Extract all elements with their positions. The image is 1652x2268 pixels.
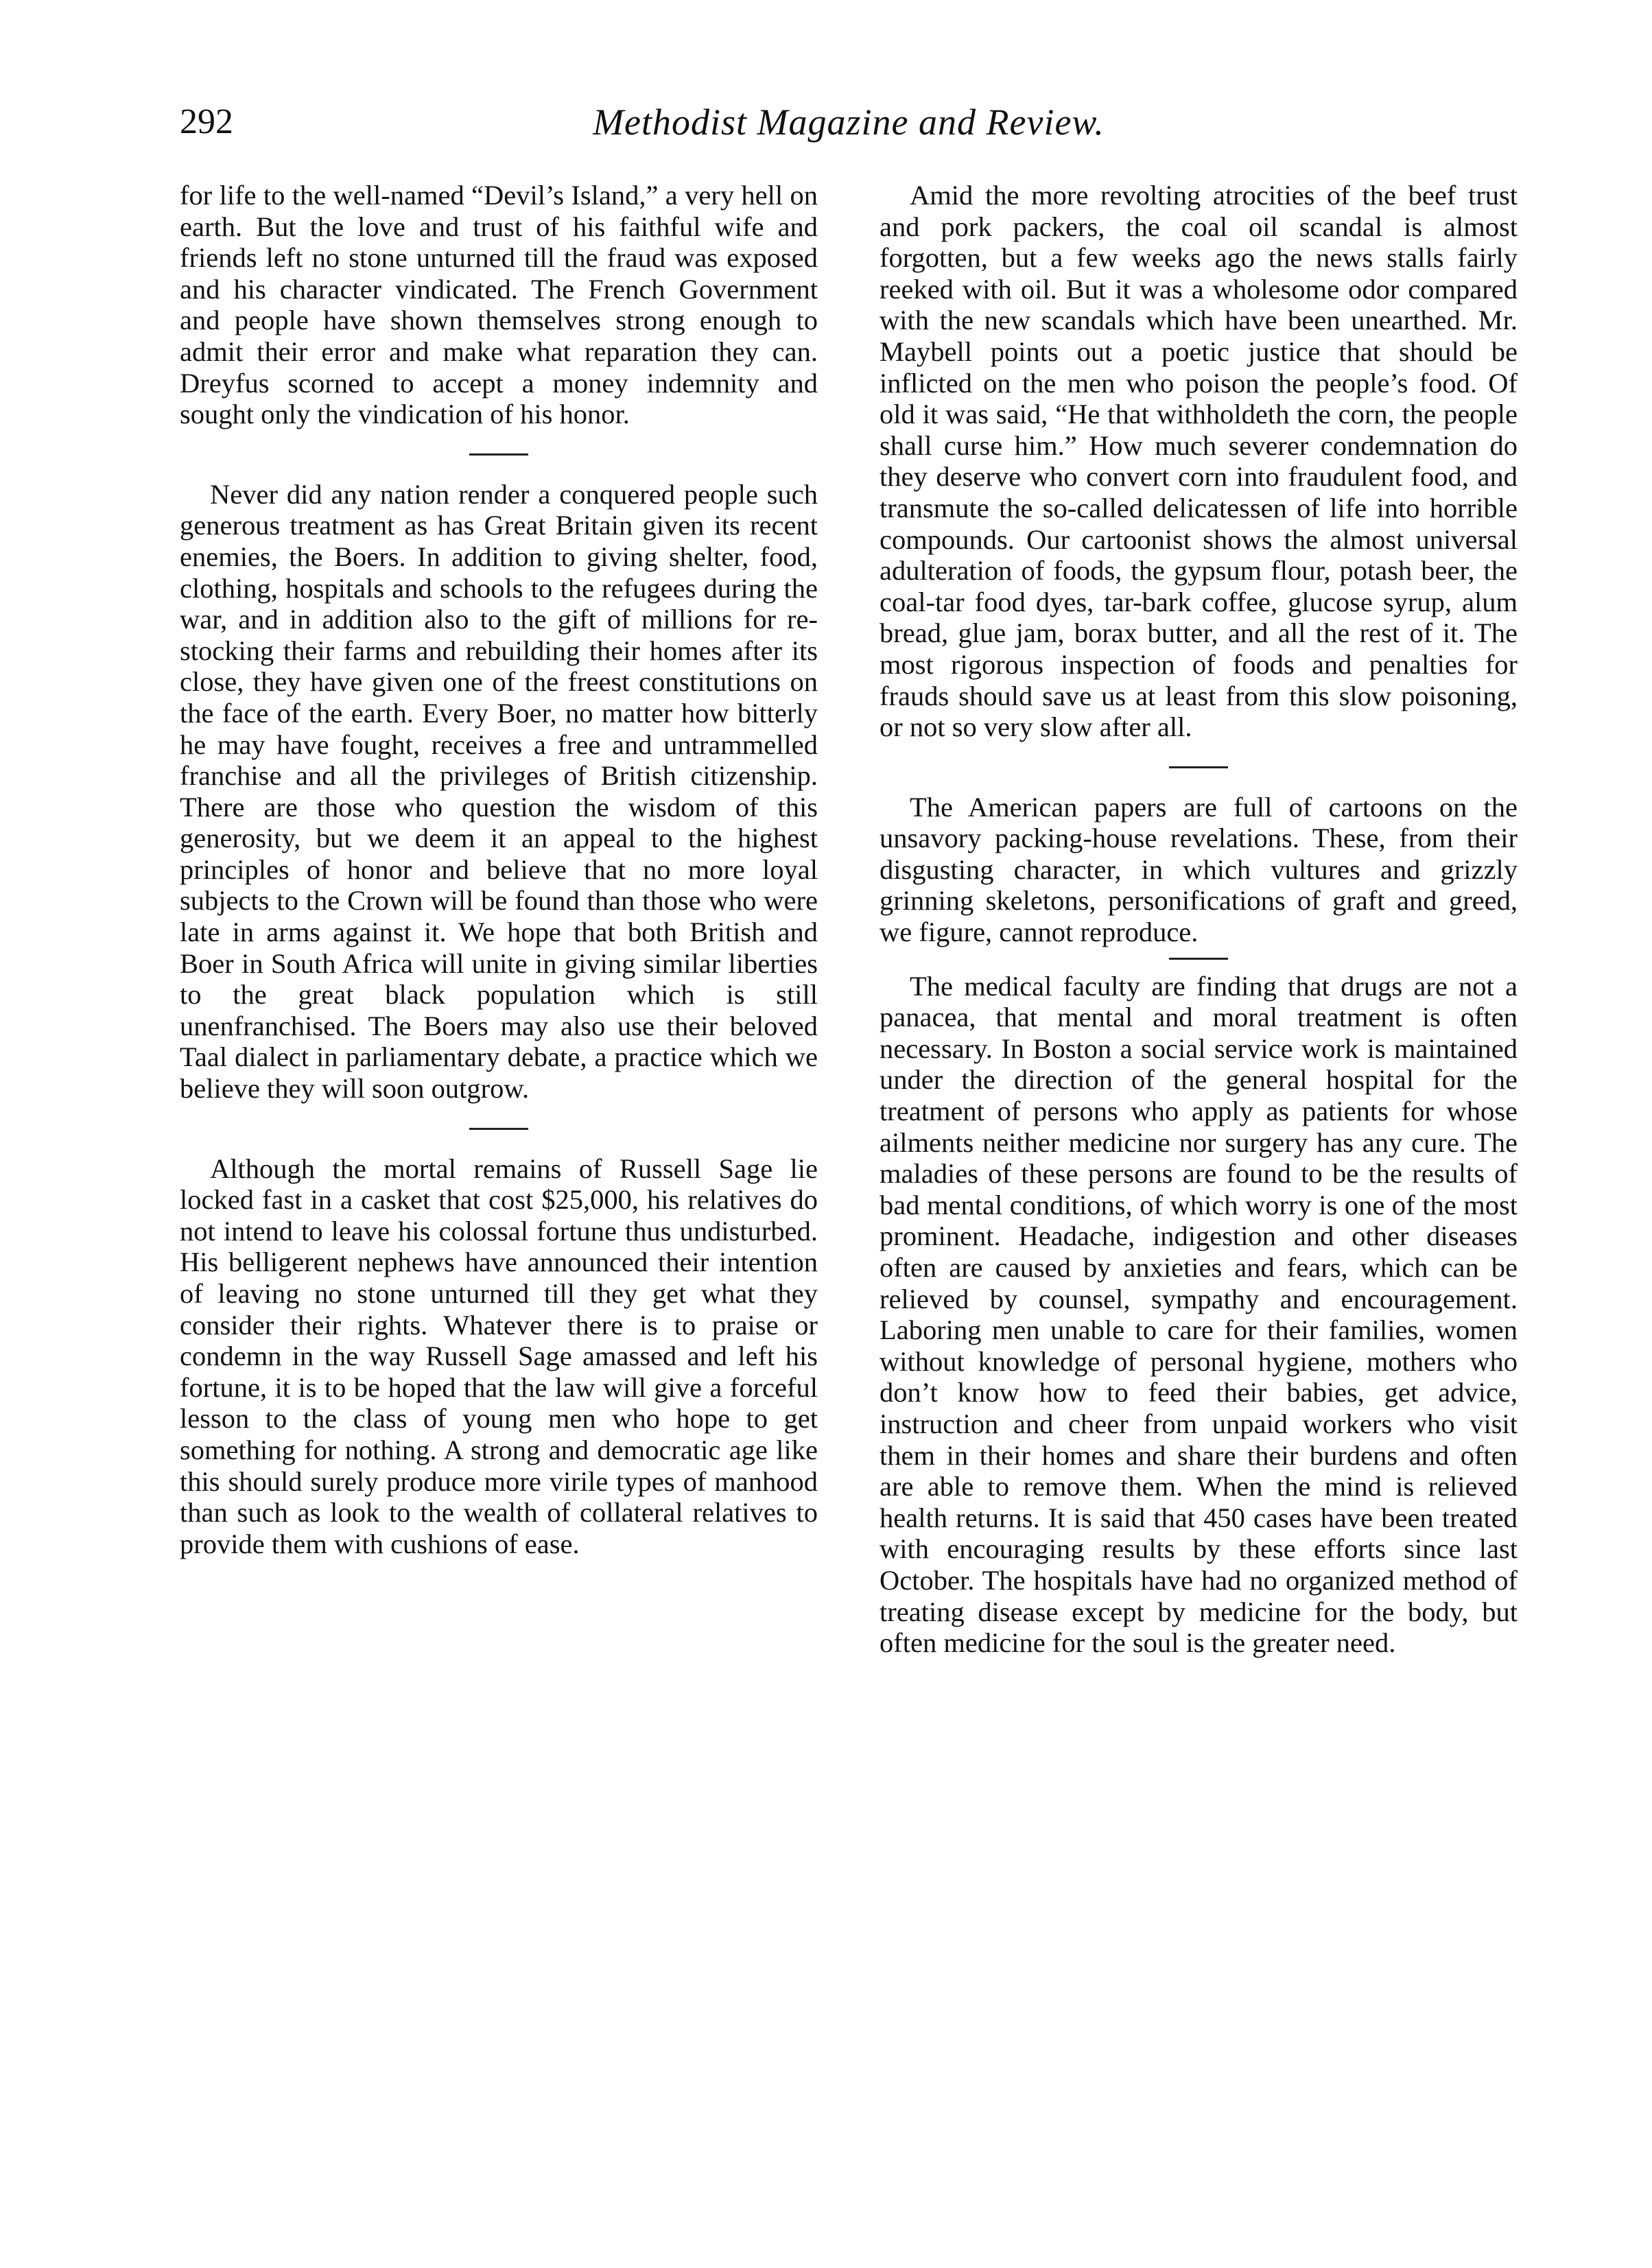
right-column	[880, 180, 1518, 1659]
section-divider	[469, 453, 528, 456]
paragraph-boers: Never did any nation render a conquered people such generous treatment as has Great Britain given its recent enemies, the Boers. In addition to giving shelter, food, clothing, hospitals and schools to the refugees during the war, and in addition also to the gift of millions for re-stocking their farms and rebuilding their homes after its close, they have given one of the freest constitutions on the face of the earth. Every Boer, no matter how bitterly he may have fought, receives a free and untrammelled franchise and all the privileges of British citizenship. There are those who question the wisdom of this generosity, but we deem it an appeal to the highest principles of honor and believe that no more loyal subjects to the Crown will be found than those who were late in arms against it. We hope that both British and Boer in South Africa will unite in giving similar liberties to the great black population which is still unenfranchised. The Boers may also use their beloved Taal dialect in parliamentary debate, a practice which we believe they will soon outgrow.	[180, 478, 818, 1105]
text-columns	[180, 180, 1518, 1659]
left-column	[180, 180, 818, 1659]
paragraph-russell-sage: Although the mortal remains of Russell Sage lie locked fast in a casket that cost $25,000, his relatives do not intend to leave his colossal fortune thus undisturbed. His belligerent nephews have announced their intention of leaving no stone unturned till they get what they consider their rights. Whatever there is to praise or condemn in the way Russell Sage amassed and left his fortune, it is to be hoped that the law will give a forceful lesson to the class of young men who hope to get something for nothing. A strong and democratic age like this should surely produce more virile types of manhood than such as look to the wealth of collateral relatives to provide them with cushions of ease.	[180, 1153, 818, 1559]
paragraph-dreyfus: for life to the well-named “Devil’s Island,” a very hell on earth. But the love and trust of his faithful wife and friends left no stone unturned till the fraud was exposed and his character vindicated. The French Government and people have shown themselves strong enough to admit their error and make what reparation they can. Dreyfus scorned to accept a money indemnity and sought only the vindication of his honor.	[180, 180, 818, 430]
page-number: 292	[180, 102, 233, 141]
paragraph-food-adulteration: Amid the more revolting atrocities of the beef trust and pork packers, the coal oil scandal is almost forgotten, but a few weeks ago the news stalls fairly reeked with oil. But it was a wholesome odor compared with the new scandals which have been unearthed. Mr. Maybell points out a poetic justice that should be inflicted on the men who poison the people’s food. Of old it was said, “He that withholdeth the corn, the people shall curse him.” How much severer condemnation do they deserve who convert corn into fraudulent food, and transmute the so-called delicatessen of life into horrible compounds. Our cartoonist shows the almost universal adulteration of foods, the gypsum flour, potash beer, the coal-tar food dyes, tar-bark coffee, glucose syrup, alum bread, glue jam, borax butter, and all the rest of it. The most rigorous inspection of foods and penalties for frauds should save us at least from this slow poisoning, or not so very slow after all.	[880, 180, 1518, 743]
page-header	[180, 100, 1518, 162]
running-title: Methodist Magazine and Review.	[593, 102, 1105, 143]
section-divider	[1169, 958, 1228, 960]
magazine-page	[180, 100, 1518, 2213]
section-divider	[469, 1128, 528, 1130]
section-divider	[1169, 766, 1228, 768]
paragraph-medical-faculty: The medical faculty are finding that drugs are not a panacea, that mental and moral treatment is often necessary. In Boston a social service work is maintained under the direction of the general hospital for the treatment of persons who apply as patients for whose ailments neither medicine nor surgery has any cure. The maladies of these persons are found to be the results of bad mental conditions, of which worry is one of the most prominent. Headache, indigestion and other diseases often are caused by anxieties and fears, which can be relieved by counsel, sympathy and encouragement. Laboring men unable to care for their families, women without knowledge of personal hygiene, mothers who don’t know how to feed their babies, get advice, instruction and cheer from unpaid workers who visit them in their homes and share their burdens and often are able to remove them. When the mind is relieved health returns. It is said that 450 cases have been treated with encouraging results by these efforts since last October. The hospitals have had no organized method of treating disease except by medicine for the body, but often medicine for the soul is the greater need.	[880, 970, 1518, 1659]
paragraph-american-cartoons: The American papers are full of cartoons on the unsavory packing-house revelations. These, from their disgusting character, in which vultures and grizzly grinning skeletons, personifications of graft and greed, we figure, cannot reproduce.	[880, 791, 1518, 948]
